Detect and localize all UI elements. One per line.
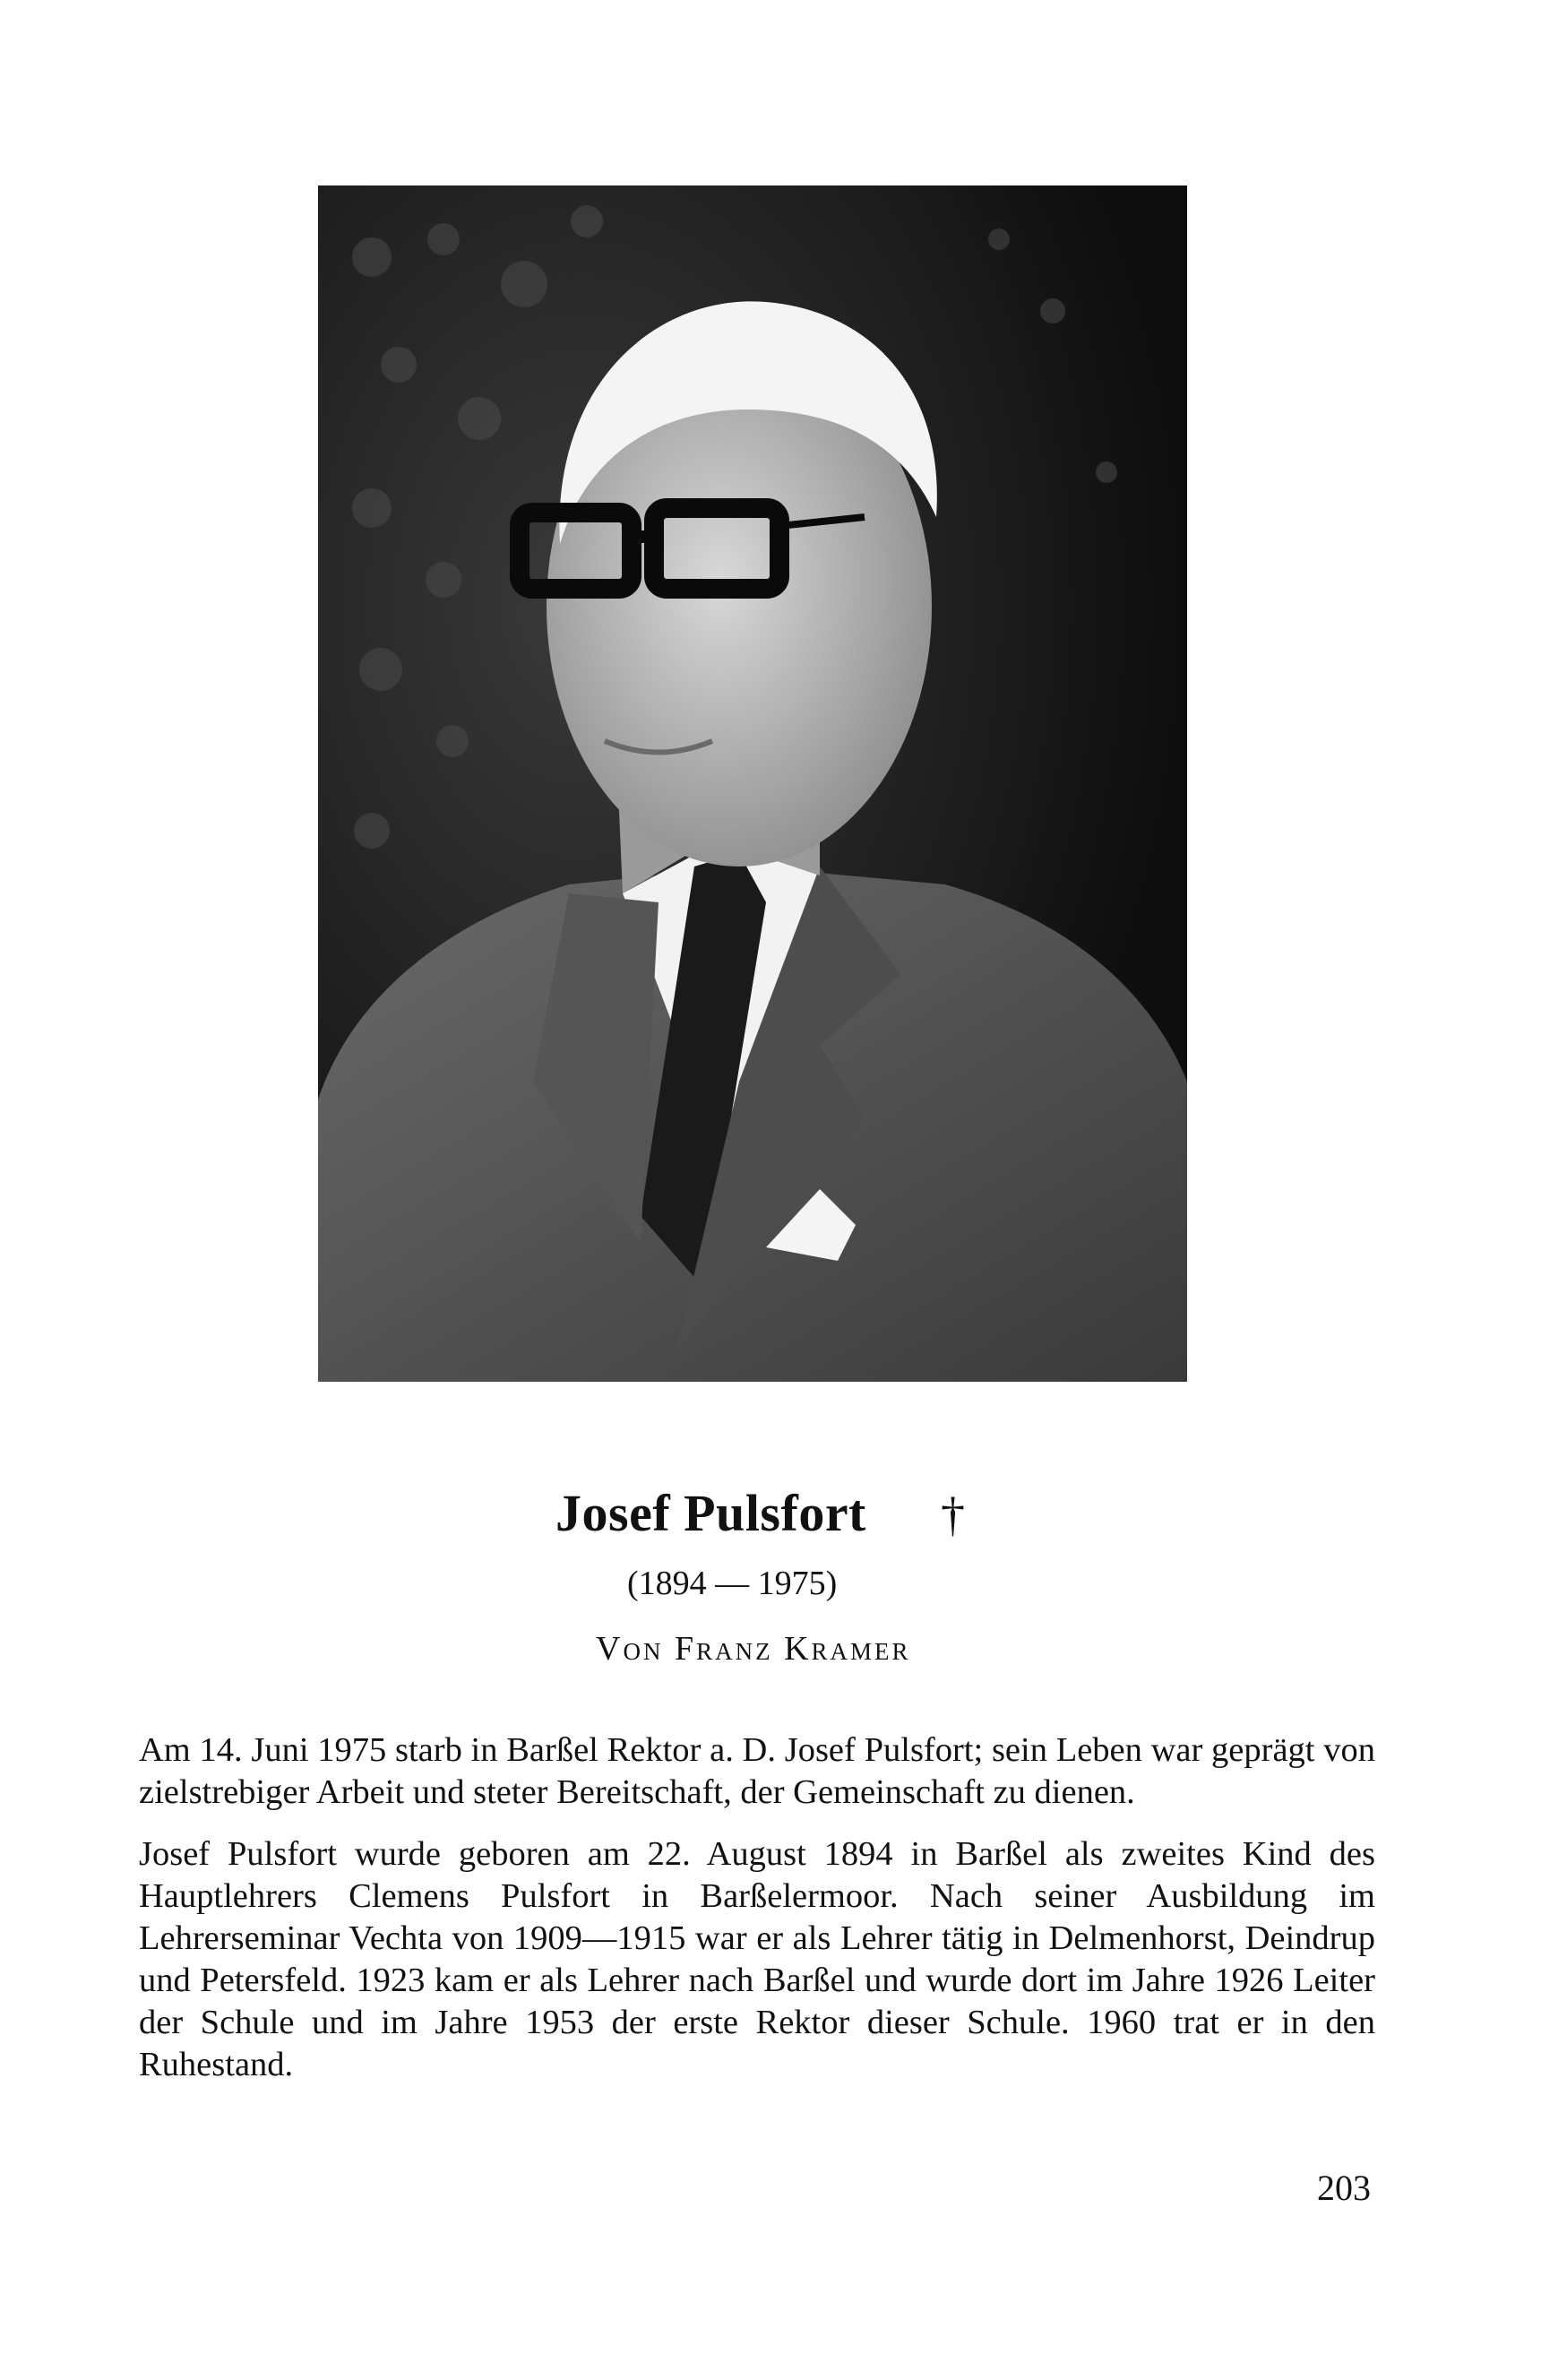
author-byline: Von Franz Kramer xyxy=(596,1630,911,1668)
life-dates: (1894 — 1975) xyxy=(627,1565,838,1602)
paragraph: Josef Pulsfort wurde geboren am 22. August 1894 in Barßel als zweites Kind des Hauptlehrers Clemens Pulsfort in Barßelermoor. Nach seiner Ausbildung im Lehrerseminar Vechta von 1909—1915 war er als Lehrer tätig in Delmenhorst, Deindrup und Petersfeld. 1923 kam er als Lehrer nach Barßel und wurde dort im Jahre 1926 Leiter der Schule und im Jahre 1953 der erste Rektor dieser Schule. 1960 trat er in den Ruhestand. xyxy=(139,1835,1375,2083)
portrait-photo xyxy=(318,185,1187,1382)
title-row xyxy=(555,1483,986,1564)
paragraph: Am 14. Juni 1975 starb in Barßel Rektor a. D. Josef Pulsfort; sein Leben war geprägt von zielstrebiger Arbeit und steter Bereitschaft, der Gemeinschaft zu dienen. xyxy=(139,1731,1375,1811)
article-title: Josef Pulsfort xyxy=(555,1484,866,1542)
page-number: 203 xyxy=(1317,2168,1371,2208)
portrait-image xyxy=(318,185,1187,1382)
article-body xyxy=(139,1729,1375,2106)
cross-symbol: † xyxy=(941,1488,965,1541)
